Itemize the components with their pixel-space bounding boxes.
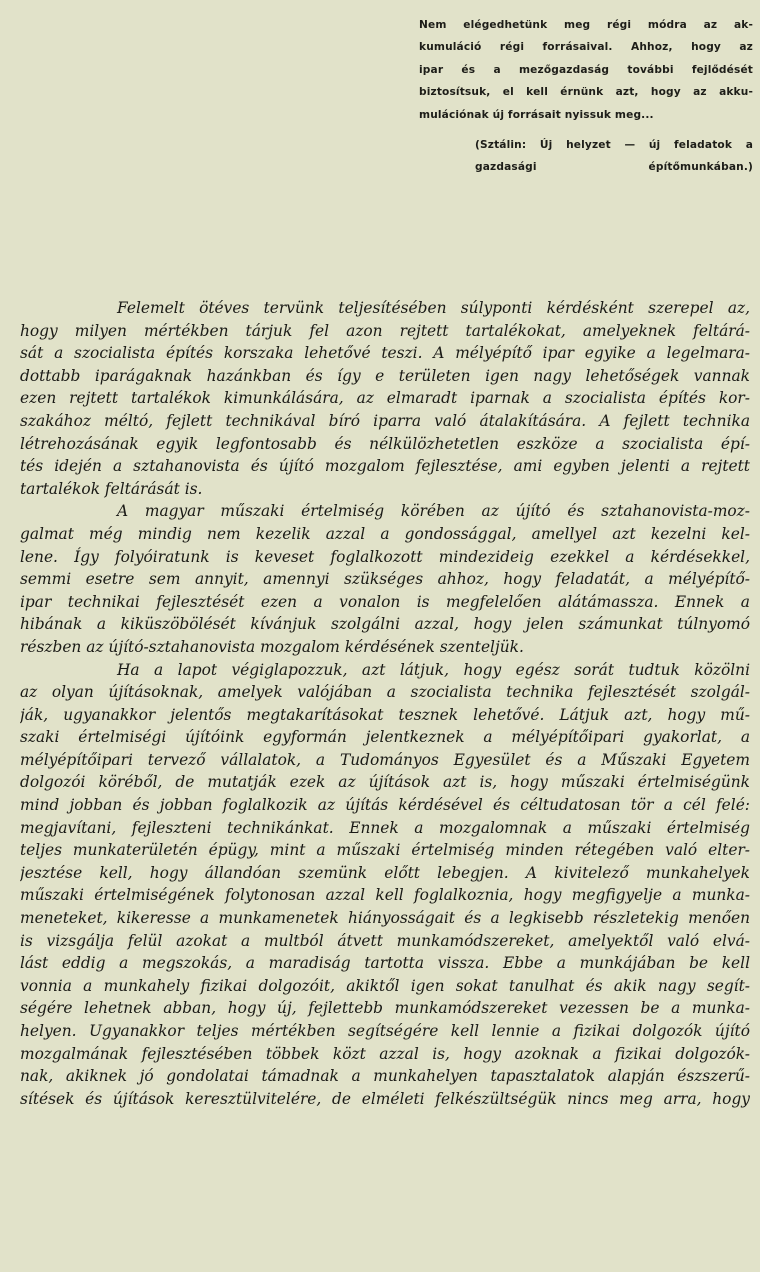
body-line: vonnia a munkahely fizikai dolgozóit, akiktől igen sokat tanulhat és akik nagy segít- [20, 976, 750, 995]
body-line: is vizsgálja felül azokat a multból átvett munkamódszereket, amelyektől való elvá- [20, 931, 750, 950]
body-line: Ha a lapot végiglapozzuk, azt látjuk, hogy egész sorát tudtuk közölni [117, 660, 750, 679]
body-line: jesztése kell, hogy állandóan szemünk előtt lebegjen. A kivitelező munkahelyek [20, 863, 750, 882]
body-line: meneteket, kikeresse a munkamenetek hiányosságait és a legkisebb részletekig menően [20, 909, 750, 928]
body-line: létrehozásának egyik legfontosabb és nélkülözhetetlen eszköze a szocialista épí- [20, 434, 750, 453]
body-line: teljes munkaterületén épügy, mint a műszaki értelmiség minden rétegében való elter- [20, 841, 750, 860]
body-line: mind jobban és jobban foglalkozik az újítás kérdésével és céltudatosan tör a cél felé: [20, 796, 750, 815]
body-line: helyen. Ugyanakkor teljes mértékben segítségére kell lennie a fizikai dolgozók újító [20, 1022, 750, 1040]
epigraph-line: biztosítsuk, el kell érnünk azt, hogy az akku- [419, 86, 753, 99]
body-line: dottabb iparágaknak hazánkban és így e területen igen nagy lehetőségek vannak [20, 366, 750, 385]
body-line: hogy milyen mértékben tárjuk fel azon rejtett tartalékokat, amelyeknek feltárá- [20, 321, 750, 340]
body-line: ipar technikai fejlesztését ezen a vonalon is megfelelően alátámassza. Ennek a [20, 592, 750, 611]
epigraph-line: Nem elégedhetünk meg régi módra az ak- [419, 19, 753, 31]
body-line: mélyépítőipari tervező vállalatok, a Tudományos Egyesület és a Műszaki Egyetem [20, 750, 750, 769]
body-line: az olyan újításoknak, amelyek valójában a szocialista technika fejlesztését szolgál- [20, 683, 750, 702]
epigraph-source-line: gazdasági építőmunkában.) [475, 161, 753, 174]
body-line: mozgalmának fejlesztésében többek közt azzal is, hogy azoknak a fizikai dolgozók- [20, 1044, 750, 1063]
body-line: műszaki értelmiségének folytonosan azzal kell foglalkoznia, hogy megfigyelje a munka- [20, 886, 750, 905]
body-line: nak, akiknek jó gondolatai támadnak a munkahelyen tapasztalatok alapján észszerű- [20, 1067, 750, 1086]
body-line: megjavítani, fejleszteni technikánkat. Ennek a mozgalomnak a műszaki értelmiség [20, 818, 750, 837]
body-line: tés idején a sztahanovista és újító mozgalom fejlesztése, ami egyben jelenti a rejtett [20, 457, 750, 476]
body-line: galmat még mindig nem kezelik azzal a gondossággal, amellyel azt kezelni kel- [20, 524, 750, 543]
epigraph-quote [419, 14, 753, 179]
body-line: lene. Így folyóiratunk is keveset foglalkozott mindezideig ezekkel a kérdésekkel, [20, 547, 750, 566]
body-line: sítések és újítások keresztülvitelére, de elméleti felkészültségük nincs meg arra, hogy [20, 1089, 750, 1108]
body-line: ségére lehetnek abban, hogy új, fejlettebb munkamódszereket vezessen be a munka- [20, 999, 750, 1018]
body-line: szaki értelmiségi újítóink egyformán jelentkeznek a mélyépítőipari gyakorlat, a [20, 728, 750, 747]
epigraph-source [419, 134, 753, 179]
epigraph-line: mulációnak új forrásait nyissuk meg... [419, 108, 654, 121]
body-line: tartalékok feltárását is. [20, 479, 203, 498]
epigraph-source-line: (Sztálin: Új helyzet — új feladatok a [475, 138, 753, 151]
body-line: sát a szocialista építés korszaka lehetővé teszi. A mélyépítő ipar egyike a legelmara- [20, 344, 750, 363]
article-body [20, 297, 750, 1110]
body-line: Felemelt ötéves tervünk teljesítésében súlyponti kérdésként szerepel az, [117, 299, 750, 317]
body-line: semmi esetre sem annyit, amennyi szükséges ahhoz, hogy feladatát, a mélyépítő- [20, 570, 750, 589]
body-line: ják, ugyanakkor jelentős megtakarításokat tesznek lehetővé. Látjuk azt, hogy mű- [20, 705, 750, 724]
body-line: részben az újító-sztahanovista mozgalom kérdésének szenteljük. [20, 637, 524, 656]
body-line: A magyar műszaki értelmiség körében az újító és sztahanovista-moz- [117, 502, 750, 521]
epigraph-line: ipar és a mezőgazdaság további fejlődését [419, 63, 753, 76]
body-line: ezen rejtett tartalékok kimunkálására, az elmaradt iparnak a szocialista építés kor- [20, 389, 750, 408]
body-line: dolgozói köréből, de mutatják ezek az újítások azt is, hogy műszaki értelmiségünk [20, 773, 750, 792]
body-line: szakához méltó, fejlett technikával bíró iparra való átalakítására. A fejlett technika [20, 411, 750, 430]
body-line: hibának a kiküszöbölését kívánjuk szolgálni azzal, hogy jelen számunkat túlnyomó [20, 615, 750, 634]
epigraph-line: kumuláció régi forrásaival. Ahhoz, hogy az [419, 41, 753, 54]
body-line: lást eddig a megszokás, a maradiság tartotta vissza. Ebbe a munkájában be kell [20, 954, 750, 973]
